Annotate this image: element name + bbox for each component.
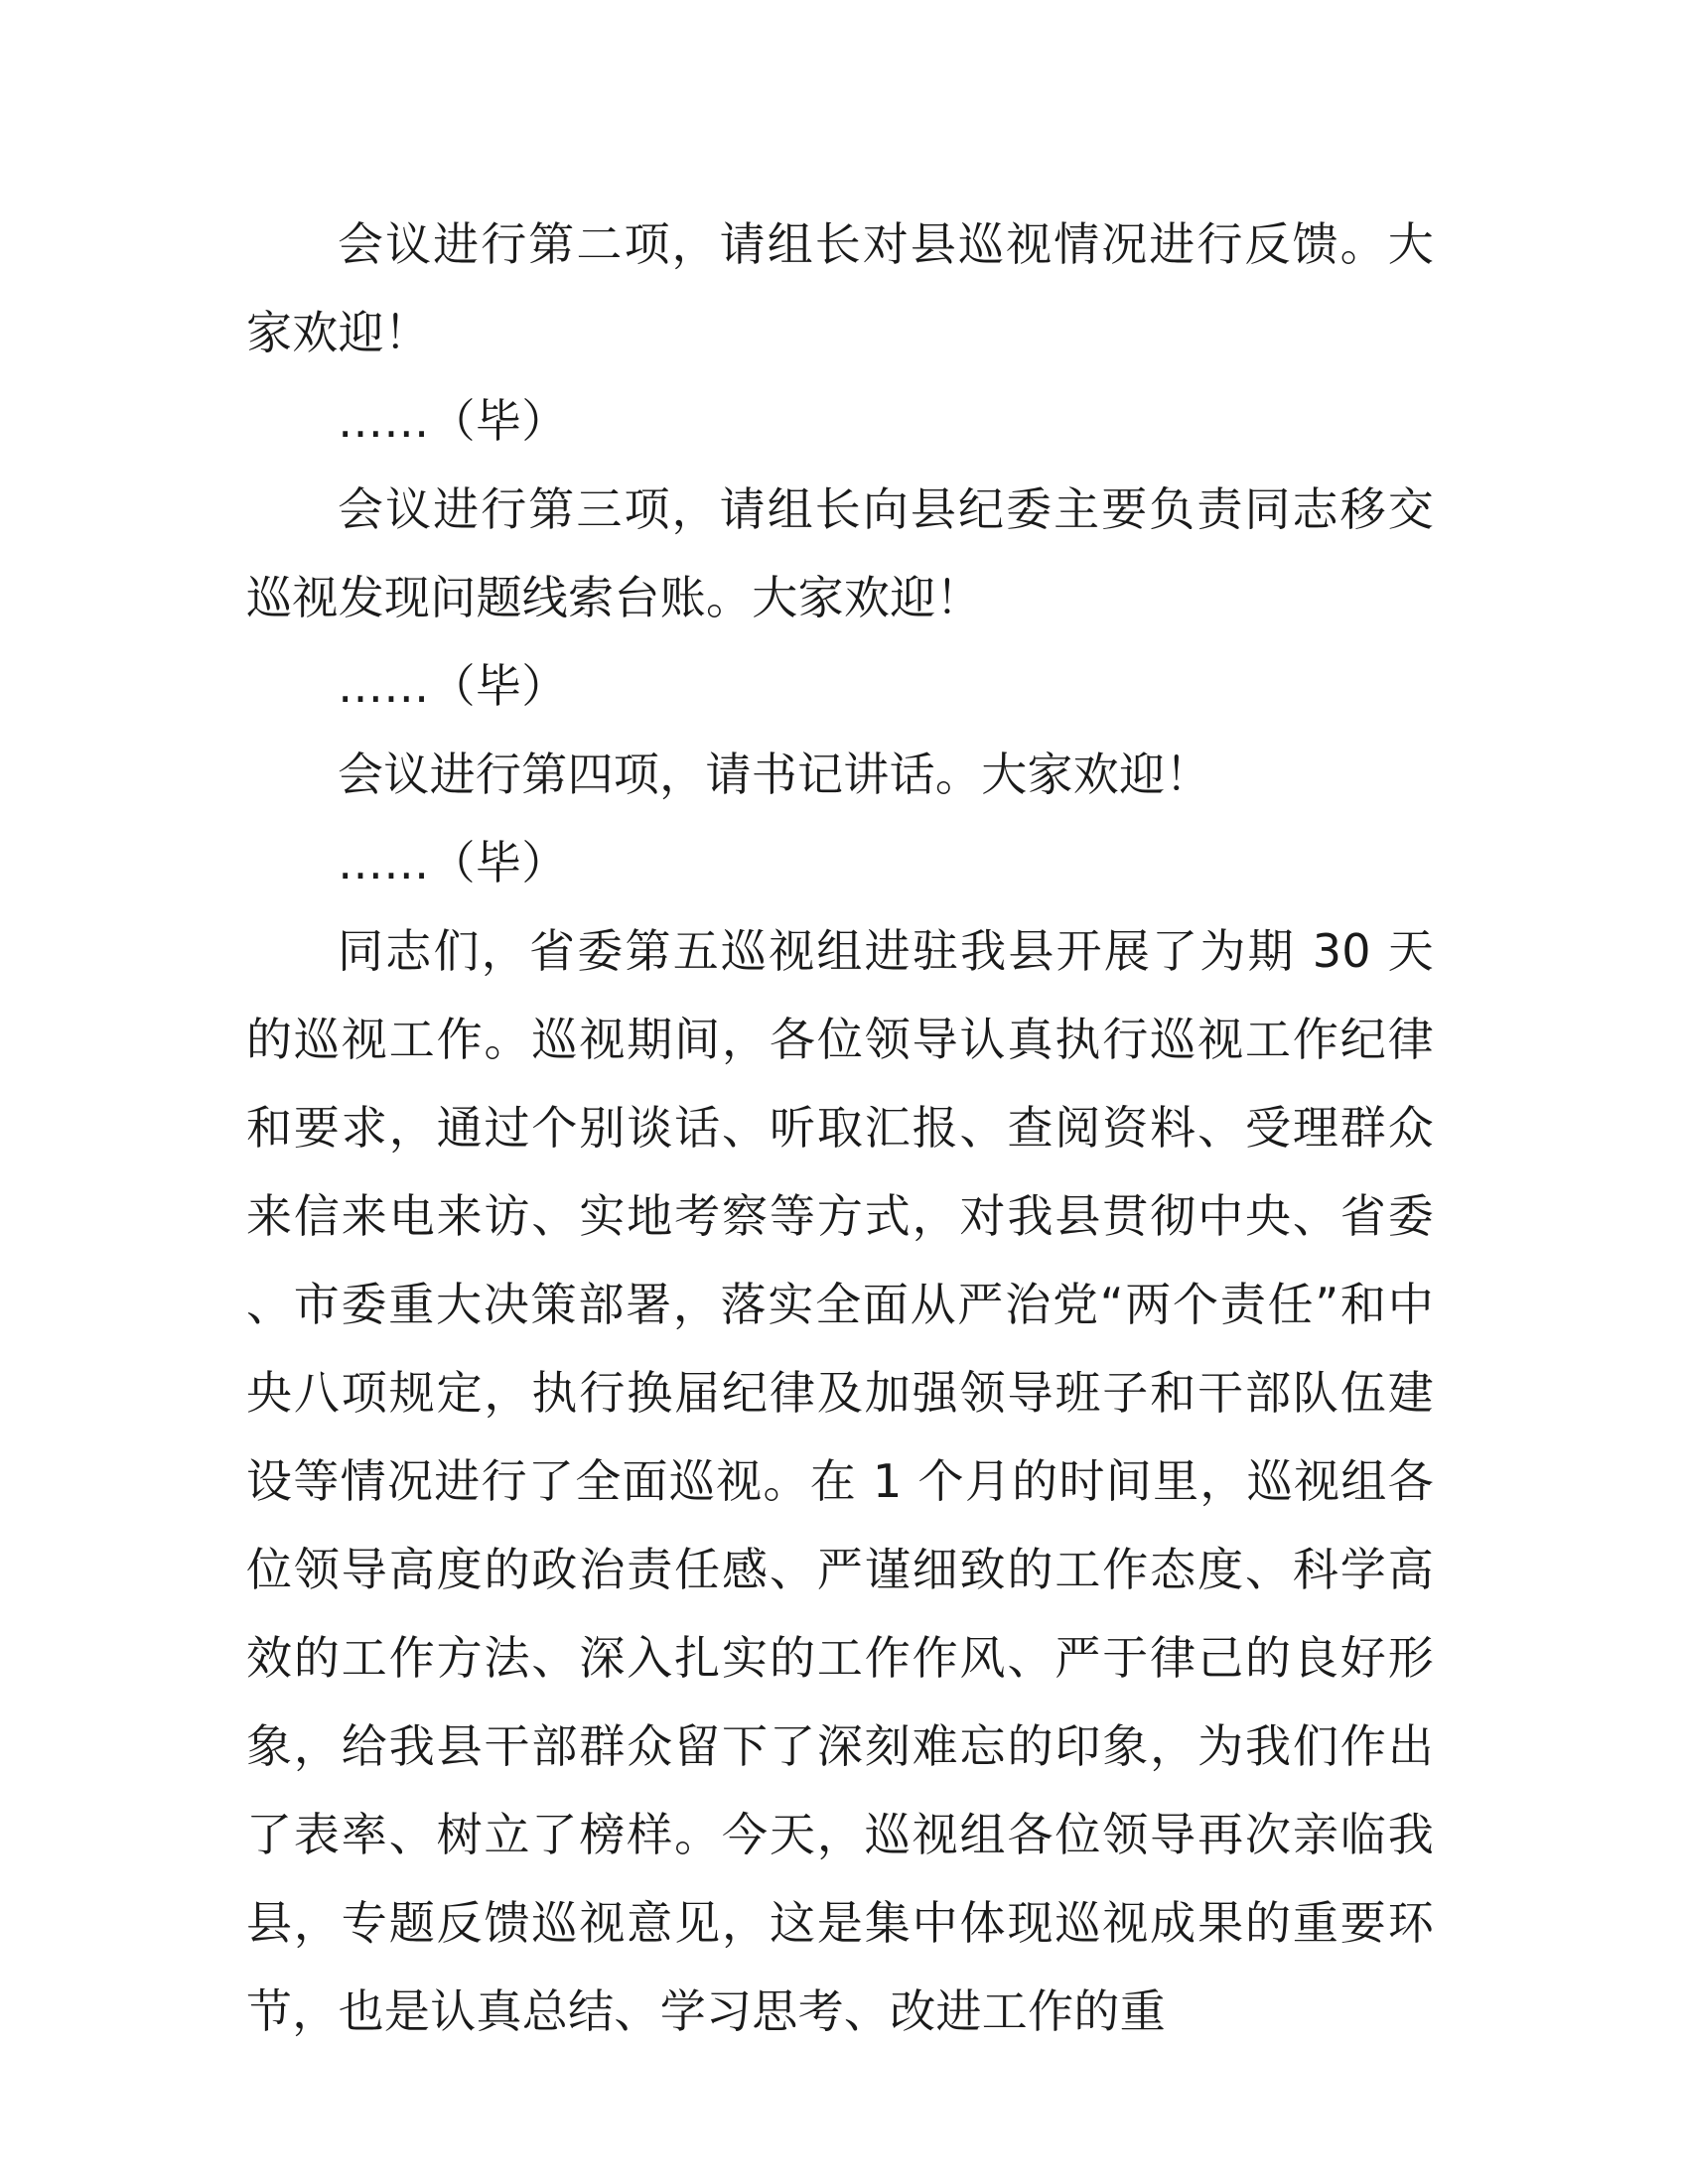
paragraph-item-4: 会议进行第四项，请书记讲话。大家欢迎！	[338, 748, 1211, 801]
paragraph-closing-speech: 同志们，省委第五巡视组进驻我县开展了为期 30 天的巡视工作。巡视期间，各位领导认真执行巡视工作纪律和要求，通过个别谈话、听取汇报、查阅资料、受理群众来信来电来访、实地考察等方式，对我县贯彻中央、省委、市委重大决策部署，落实全面从严治党“两个责任”和中央八项规定，执行换届纪律及加强领导班子和干部队伍建设等情况进行了全面巡视。在 1 个月的时间里，巡视组各位领导高度的政治责任感、严谨细致的工作态度、科学高效的工作方法、深入扎实的工作作风、严于律己的良好形象，给我县干部群众留下了深刻难忘的印象，为我们作出了表率、树立了榜样。今天，巡视组各位领导再次亲临我县，专题反馈巡视意见，这是集中体现巡视成果的重要环节，也是认真总结、学习思考、改进工作的重	[246, 924, 1434, 2038]
paragraph-item-3: 会议进行第三项，请组长向县纪委主要负责同志移交巡视发现问题线索台账。大家欢迎！	[246, 482, 1434, 624]
paragraph-end-marker-2: ……（毕）	[338, 659, 568, 713]
paragraph-end-marker-1: ……（毕）	[338, 394, 568, 448]
paragraph-end-marker-3: ……（毕）	[338, 836, 568, 889]
paragraph-item-2: 会议进行第二项，请组长对县巡视情况进行反馈。大家欢迎！	[246, 217, 1434, 359]
document-body	[246, 201, 1434, 2056]
